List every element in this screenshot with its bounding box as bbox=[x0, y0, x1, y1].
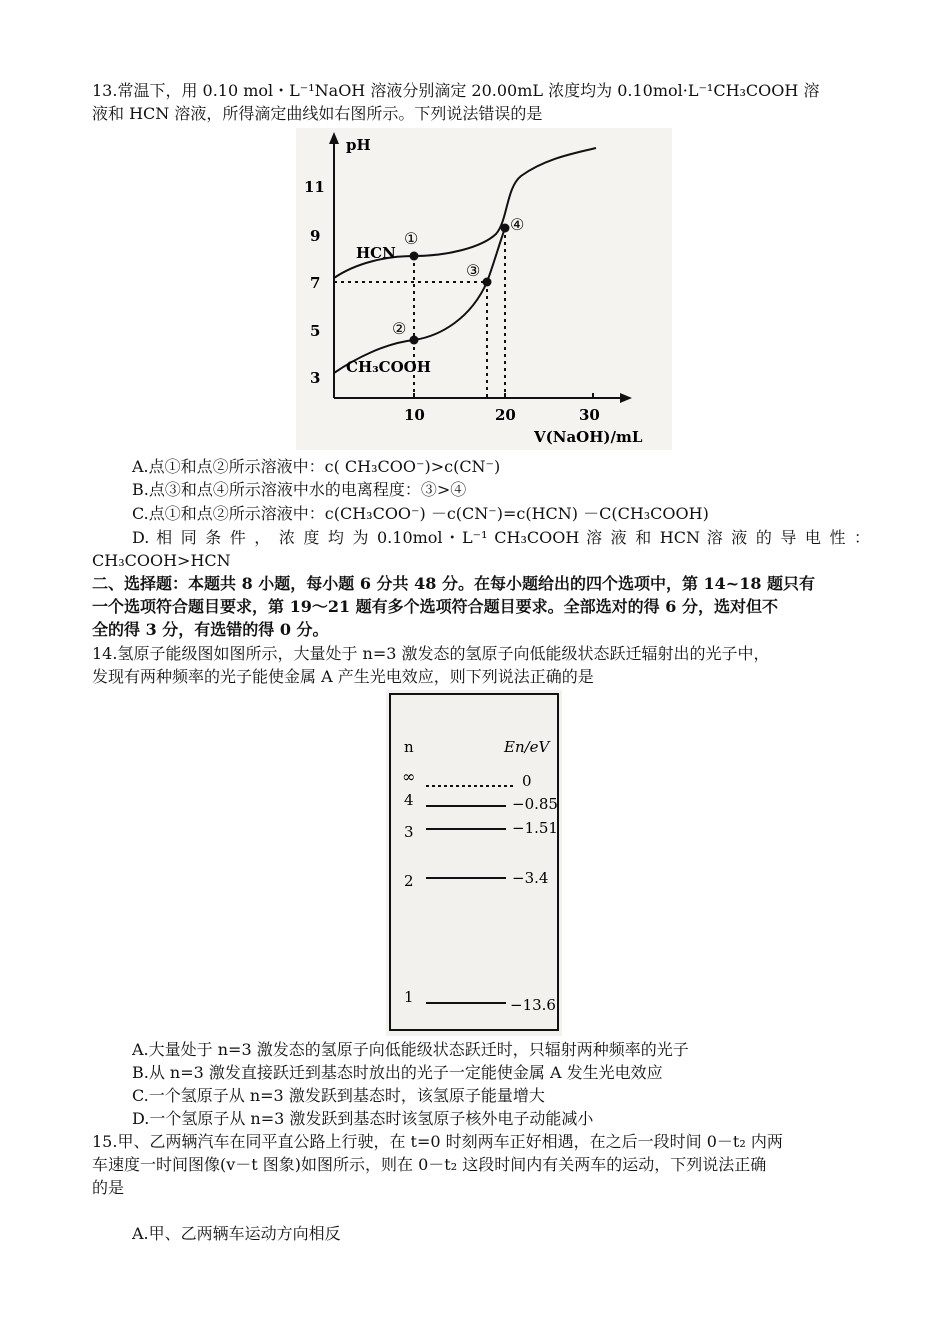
level-3-e: −1.51 bbox=[512, 819, 558, 837]
q15-stem-line1: 15.甲、乙两辆汽车在同平直公路上行驶，在 t=0 时刻两车正好相遇，在之后一段时间 0－t₂ 内两 bbox=[92, 1132, 783, 1151]
q14-option-b: B.从 n=3 激发直接跃迁到基态时放出的光子一定能使金属 A 发生光电效应 bbox=[132, 1063, 663, 1082]
level-1-e: −13.6 bbox=[510, 996, 556, 1014]
titration-curve-figure bbox=[296, 128, 672, 450]
q13-stem-line1: 13.常温下，用 0.10 mol・L⁻¹NaOH 溶液分别滴定 20.00mL 浓度均为 0.10mol·L⁻¹CH₃COOH 溶 bbox=[92, 81, 820, 100]
q15-option-a: A.甲、乙两辆车运动方向相反 bbox=[132, 1224, 341, 1243]
level-2-e: −3.4 bbox=[512, 869, 549, 887]
x-tick-30: 30 bbox=[579, 406, 600, 424]
x-tick-20: 20 bbox=[495, 406, 516, 424]
q14-option-c: C.一个氢原子从 n=3 激发跃到基态时，该氢原子能量增大 bbox=[132, 1086, 545, 1105]
section2-header-line1: 二、选择题：本题共 8 小题，每小题 6 分共 48 分。在每小题给出的四个选项中，第 14~18 题只有 bbox=[92, 574, 816, 593]
y-tick-3: 3 bbox=[310, 369, 321, 387]
level-2-n: 2 bbox=[404, 872, 414, 890]
y-tick-5: 5 bbox=[310, 322, 321, 340]
level-4-e: −0.85 bbox=[512, 795, 558, 813]
q14-option-a: A.大量处于 n=3 激发态的氢原子向低能级状态跃迁时，只辐射两种频率的光子 bbox=[132, 1040, 689, 1059]
point-4-label: ④ bbox=[510, 215, 525, 234]
q14-option-d: D.一个氢原子从 n=3 激发跃到基态时该氢原子核外电子动能减小 bbox=[132, 1109, 594, 1128]
q14-stem-line2: 发现有两种频率的光子能使金属 A 产生光电效应，则下列说法正确的是 bbox=[92, 667, 594, 686]
level-inf-n: ∞ bbox=[402, 767, 416, 786]
q13-option-d-line1: D. 相 同 条 件 ， 浓 度 均 为 0.10mol・L⁻¹ CH₃COOH 溶 液 和 HCN 溶 液 的 导 电 性 ： bbox=[132, 528, 870, 547]
point-2-dot bbox=[410, 336, 419, 345]
point-1-dot bbox=[410, 252, 419, 261]
x-axis-label: V(NaOH)/mL bbox=[534, 428, 643, 446]
q13-option-b: B.点③和点④所示溶液中水的电离程度：③>④ bbox=[132, 480, 467, 499]
q15-stem-line2: 车速度一时间图像(v－t 图象)如图所示，则在 0－t₂ 这段时间内有关两车的运动，下列说法正确 bbox=[92, 1155, 767, 1174]
q13-option-c: C.点①和点②所示溶液中：c(CH₃COO⁻) －c(CN⁻)=c(HCN) －C(CH₃COOH) bbox=[132, 504, 709, 523]
n-header: n bbox=[404, 738, 414, 756]
point-3-dot bbox=[483, 278, 492, 287]
q13-option-a: A.点①和点②所示溶液中：c( CH₃COO⁻)>c(CN⁻) bbox=[132, 457, 501, 476]
point-3-label: ③ bbox=[466, 261, 481, 280]
level-3-n: 3 bbox=[404, 823, 414, 841]
q15-stem-line3: 的是 bbox=[92, 1178, 125, 1197]
y-tick-11: 11 bbox=[304, 178, 325, 196]
level-inf-e: 0 bbox=[522, 772, 532, 790]
hcn-label: HCN bbox=[356, 244, 396, 262]
q14-stem-line1: 14.氢原子能级图如图所示，大量处于 n=3 激发态的氢原子向低能级状态跃迁辐射出的光子中， bbox=[92, 644, 770, 663]
point-4-dot bbox=[501, 224, 510, 233]
level-4-n: 4 bbox=[404, 791, 414, 809]
point-2-label: ② bbox=[392, 319, 407, 338]
energy-level-figure bbox=[386, 690, 562, 1036]
level-1-n: 1 bbox=[404, 988, 414, 1006]
y-tick-9: 9 bbox=[310, 227, 321, 245]
q13-stem-line2: 液和 HCN 溶液，所得滴定曲线如右图所示。下列说法错误的是 bbox=[92, 104, 543, 123]
section2-header-line3: 全的得 3 分，有选错的得 0 分。 bbox=[92, 620, 329, 639]
ch3cooh-label: CH₃COOH bbox=[346, 358, 431, 376]
section2-header-line2: 一个选项符合题目要求，第 19～21 题有多个选项符合题目要求。全部选对的得 6 分，选对但不 bbox=[92, 597, 778, 616]
en-header: En/eV bbox=[504, 738, 550, 756]
x-tick-10: 10 bbox=[404, 406, 425, 424]
q13-option-d-line2: CH₃COOH>HCN bbox=[92, 551, 231, 570]
y-axis-label: pH bbox=[346, 136, 371, 154]
point-1-label: ① bbox=[404, 229, 419, 248]
y-tick-7: 7 bbox=[310, 274, 321, 292]
